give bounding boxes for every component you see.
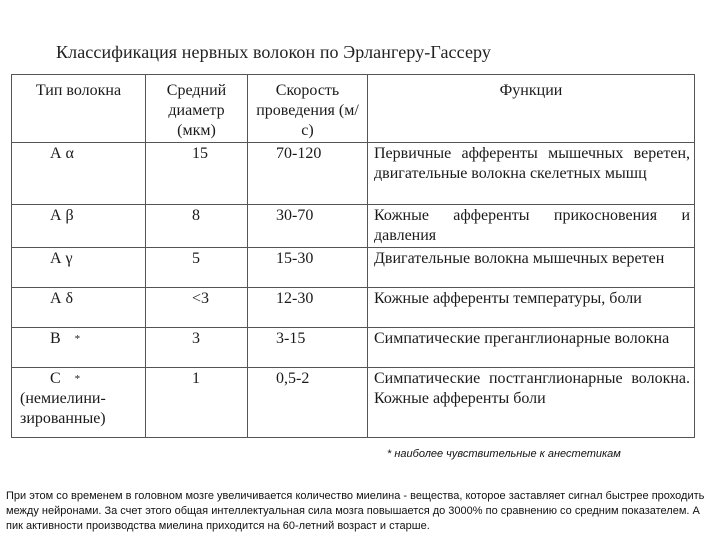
speed-cell: 15-30 (248, 248, 368, 288)
function-cell: Кожные афференты температуры, боли (368, 288, 695, 328)
function-cell: Симпатические преганглионарные волокна (368, 328, 695, 368)
function-cell: Первичные афференты мышечных веретен, двигательные волокна скелетных мышц (368, 143, 695, 205)
speed-cell: 70-120 (248, 143, 368, 205)
classification-table (11, 74, 695, 438)
header-speed: Скорость проведения (м/с) (248, 75, 368, 143)
asterisk-mark: * (74, 373, 81, 385)
header-functions: Функции (368, 75, 695, 143)
table-row (12, 288, 695, 328)
header-fiber-type: Тип волокна (12, 75, 146, 143)
body-paragraph: При этом со временем в головном мозге увеличивается количество миелина - вещества, которое заставляет сигнал быстрее проходить между нейронами. За счет этого общая интеллектуальная сила мозга повышается до 3000% по сравнению со средним показателем. А пик активности производства миелина приходится на 60-летний возраст и старше. (6, 490, 705, 532)
speed-cell: 3-15 (248, 328, 368, 368)
page-title: Классификация нервных волокон по Эрлангеру-Гассеру (56, 42, 491, 62)
speed-cell: 0,5-2 (248, 368, 368, 438)
asterisk-mark: * (74, 333, 81, 345)
diameter-cell: 15 (146, 143, 248, 205)
diameter-cell: 5 (146, 248, 248, 288)
table-row (12, 328, 695, 368)
diameter-cell: <3 (146, 288, 248, 328)
table-header-row (12, 75, 695, 143)
footnote: * наиболее чувствительные к анестетикам (387, 448, 621, 460)
table-row (12, 143, 695, 205)
diameter-cell: 3 (146, 328, 248, 368)
unmyelinated-note: (немиелини-зированные) (20, 390, 106, 427)
fiber-type-cell: С * (немиелини-зированные) (12, 368, 146, 438)
table-row (12, 248, 695, 288)
header-diameter: Средний диаметр (мкм) (146, 75, 248, 143)
function-cell: Симпатические постганглионарные волокна. Кожные афференты боли (368, 368, 695, 438)
function-cell: Двигательные волокна мышечных веретен (368, 248, 695, 288)
table-row (12, 205, 695, 248)
diameter-cell: 8 (146, 205, 248, 248)
fiber-type-cell: А β (12, 205, 146, 248)
fiber-type-cell: В * (12, 328, 146, 368)
speed-cell: 12-30 (248, 288, 368, 328)
fiber-type-cell: А α (12, 143, 146, 205)
fiber-type-cell: А δ (12, 288, 146, 328)
fiber-type-cell: А γ (12, 248, 146, 288)
speed-cell: 30-70 (248, 205, 368, 248)
function-cell: Кожные афференты прикосновения и давления (368, 205, 695, 248)
diameter-cell: 1 (146, 368, 248, 438)
table-row (12, 368, 695, 438)
